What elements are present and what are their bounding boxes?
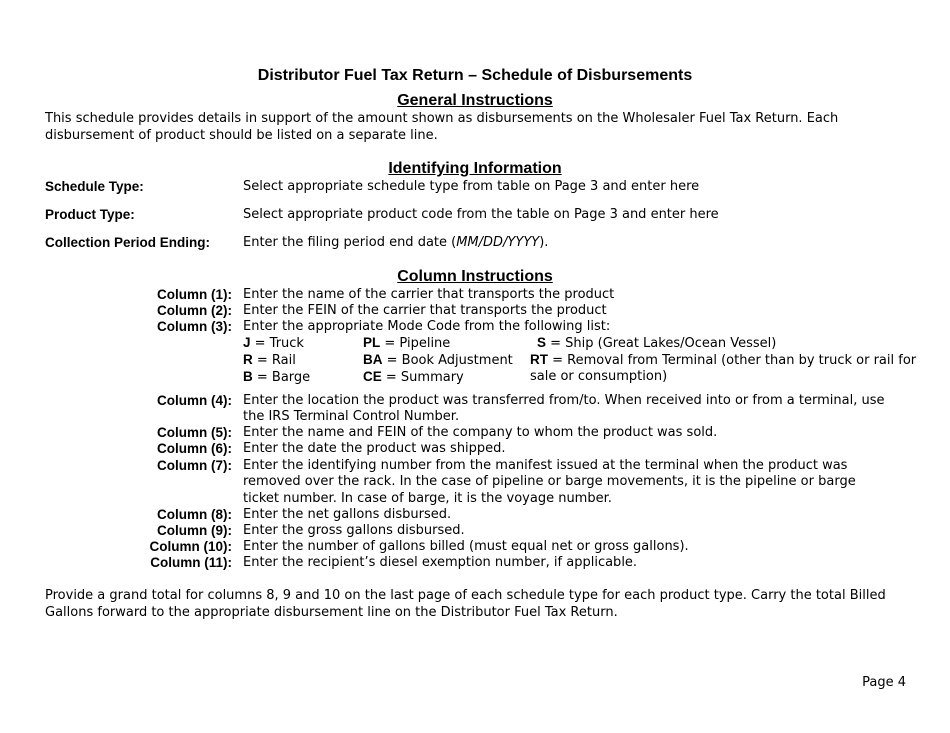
column-text: Enter the gross gallons disbursed. [243,523,465,538]
column-label: Column (4): [157,393,232,408]
column-instruction-row [0,523,950,539]
column-text: Enter the name and FEIN of the company to whom the product was sold. [243,425,718,440]
product-type-label: Product Type: [45,207,135,222]
column-text: Enter the name of the carrier that transports the product [243,287,615,302]
column-label: Column (2): [157,303,232,318]
mode-code-summary: CE = Summary [363,369,464,385]
column-text: Enter the identifying number from the manifest issued at the terminal when the product was removed over the rack. In the case of pipeline or barge movements, it is the pipeline or barge ticket number. In case of barge, it is the voyage number. [243,458,856,506]
column-text: Enter the net gallons disbursed. [243,507,452,522]
mode-code-pipeline: PL = Pipeline [363,335,451,351]
column-instruction-row [0,287,950,303]
column-instruction-row [0,507,950,523]
column-text: Enter the appropriate Mode Code from the following list: [243,319,611,334]
column-label: Column (11): [150,555,232,570]
column-instruction-row [0,425,950,441]
column-label: Column (8): [157,507,232,522]
page-title: Distributor Fuel Tax Return – Schedule of Disbursements [257,67,693,84]
column-label: Column (7): [157,458,232,473]
column-instruction-row [0,303,950,319]
page-number: Page 4 [862,675,906,690]
collection-period-label: Collection Period Ending: [45,235,210,250]
column-text: Enter the recipient’s diesel exemption number, if applicable. [243,555,638,570]
column-text: Enter the location the product was transferred from/to. When received into or from a terminal, use the IRS Terminal Control Number. [243,393,885,425]
grand-total-instructions: Provide a grand total for columns 8, 9 and 10 on the last page of each schedule type for each product type. Carry the total Billed Gallons forward to the appropriate disbursement line on the Distributor Fuel Tax Return. [45,588,886,620]
identifying-information-heading: Identifying Information [388,160,562,177]
mode-code-removal-from-terminal: RT = Removal from Terminal (other than by truck or rail for [530,352,917,368]
column-label: Column (6): [157,441,232,456]
column-text: Enter the FEIN of the carrier that transports the product [243,303,607,318]
column-label: Column (10): [149,539,232,554]
column-label: Column (5): [157,425,232,440]
column-instruction-row [0,319,950,335]
column-text: Enter the number of gallons billed (must equal net or gross gallons). [243,539,689,554]
mode-code-ship: S = Ship (Great Lakes/Ocean Vessel) [537,335,777,351]
column-text: Enter the date the product was shipped. [243,441,506,456]
mode-code-rt-continuation: sale or consumption) [530,369,668,384]
column-instruction-row [0,458,950,506]
mode-code-book-adjustment: BA = Book Adjustment [363,352,513,368]
column-instruction-row [0,441,950,457]
mode-code-barge: B = Barge [243,369,311,385]
collection-period-text: Enter the filing period end date (MM/DD/YYYY). [243,235,549,250]
product-type-text: Select appropriate product code from the table on Page 3 and enter here [243,207,719,222]
mode-code-truck: J = Truck [243,335,304,351]
schedule-type-text: Select appropriate schedule type from table on Page 3 and enter here [243,179,700,194]
column-label: Column (9): [157,523,232,538]
schedule-type-label: Schedule Type: [45,179,144,194]
column-instruction-row [0,393,950,425]
mode-code-rail: R = Rail [243,352,296,368]
column-label: Column (1): [157,287,232,302]
general-instructions-heading: General Instructions [397,92,553,109]
column-instruction-row [0,539,950,555]
general-instructions-text: This schedule provides details in support of the amount shown as disbursements on the Wholesaler Fuel Tax Return. Each disbursement of product should be listed on a separate line. [45,111,839,143]
column-label: Column (3): [157,319,232,334]
column-instruction-row [0,555,950,571]
column-instructions-heading: Column Instructions [397,268,553,285]
